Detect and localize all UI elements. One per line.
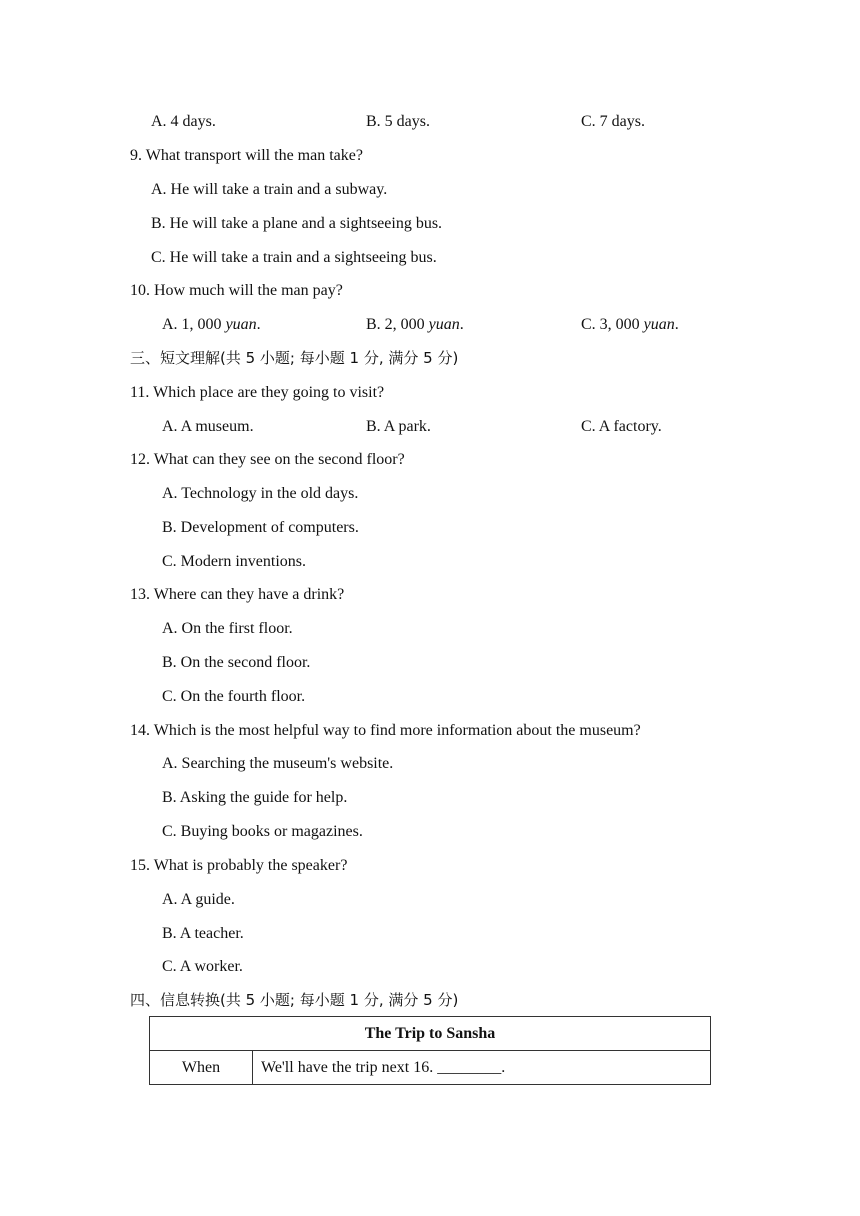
q14-option-c: C. Buying books or magazines. — [162, 823, 363, 840]
q10-option-b — [366, 315, 464, 335]
q14-option-b: B. Asking the guide for help. — [162, 789, 348, 806]
q9-question: 9. What transport will the man take? — [130, 147, 363, 164]
q13-option-b: B. On the second floor. — [162, 654, 311, 671]
table-row-value-when: We'll have the trip next 16. ________. — [253, 1051, 711, 1085]
q15-question: 15. What is probably the speaker? — [130, 857, 348, 874]
q14-question: 14. Which is the most helpful way to find more information about the museum? — [130, 722, 641, 739]
q8-option-a: A. 4 days. — [151, 113, 216, 130]
q12-option-a: A. Technology in the old days. — [162, 485, 359, 502]
q15-option-b: B. A teacher. — [162, 925, 244, 942]
q8-option-c: C. 7 days. — [581, 113, 645, 130]
q13-option-a: A. On the first floor. — [162, 620, 293, 637]
q10-option-c-unit: yuan — [643, 316, 675, 333]
q9-option-a: A. He will take a train and a subway. — [151, 181, 388, 198]
q13-option-c: C. On the fourth floor. — [162, 688, 306, 705]
q10-option-c-end: . — [674, 316, 679, 333]
trip-info-table — [149, 1016, 711, 1085]
q10-option-b-unit: yuan — [428, 316, 460, 333]
q10-option-a-amount: A. 1, 000 — [162, 316, 226, 333]
q13-question: 13. Where can they have a drink? — [130, 586, 345, 603]
table-title: The Trip to Sansha — [150, 1017, 711, 1051]
q9-option-c: C. He will take a train and a sightseeing bus. — [151, 249, 437, 266]
q11-question: 11. Which place are they going to visit? — [130, 384, 385, 401]
q10-option-a-unit: yuan — [225, 316, 257, 333]
q10-option-b-amount: B. 2, 000 — [366, 316, 429, 333]
q12-question: 12. What can they see on the second floor? — [130, 451, 405, 468]
q15-option-a: A. A guide. — [162, 891, 235, 908]
q8-option-b: B. 5 days. — [366, 113, 430, 130]
q10-option-a — [162, 315, 261, 335]
section-3-heading: 三、短文理解(共 5 小题; 每小题 1 分, 满分 5 分) — [130, 349, 459, 367]
section-4-heading: 四、信息转换(共 5 小题; 每小题 1 分, 满分 5 分) — [130, 991, 459, 1009]
q11-option-b: B. A park. — [366, 418, 431, 435]
q11-option-c: C. A factory. — [581, 418, 662, 435]
q14-option-a: A. Searching the museum's website. — [162, 755, 394, 772]
q10-option-a-end: . — [256, 316, 261, 333]
q12-option-b: B. Development of computers. — [162, 519, 359, 536]
q10-option-c-amount: C. 3, 000 — [581, 316, 644, 333]
table-row-key-when: When — [150, 1051, 253, 1085]
q10-option-b-end: . — [459, 316, 464, 333]
q10-option-c — [581, 315, 679, 335]
q15-option-c: C. A worker. — [162, 958, 243, 975]
q11-option-a: A. A museum. — [162, 418, 254, 435]
q12-option-c: C. Modern inventions. — [162, 553, 306, 570]
table-row — [150, 1051, 711, 1085]
q9-option-b: B. He will take a plane and a sightseeing bus. — [151, 215, 443, 232]
q10-question: 10. How much will the man pay? — [130, 282, 343, 299]
table-title-row — [150, 1017, 711, 1051]
